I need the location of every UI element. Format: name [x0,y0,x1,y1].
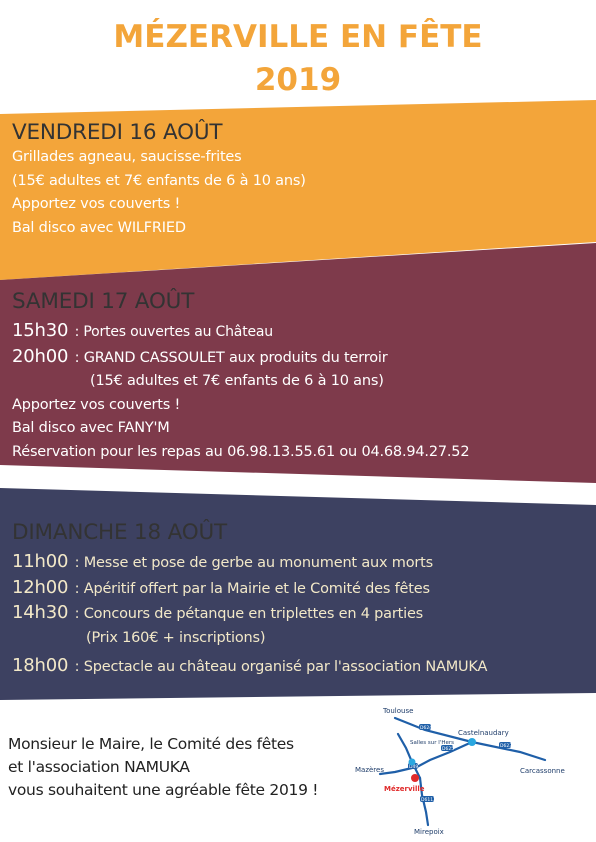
event-note: (15€ adultes et 7€ enfants de 6 à 10 ans) [90,373,384,389]
sunday-heading: DIMANCHE 18 AOÛT [12,520,227,545]
saturday-line: Apportez vos couverts ! [12,396,181,413]
closing-line: Monsieur le Maire, le Comité des fêtes [8,735,294,753]
event-time: 14h30 [12,602,69,623]
saturday-line: Réservation pour les repas au 06.98.13.55.61 ou 04.68.94.27.52 [12,443,470,460]
event-time: 20h00 [12,345,69,367]
friday-line: Apportez vos couverts ! [12,196,181,212]
event-description: : Messe et pose de gerbe au monument aux morts [74,555,433,571]
event-description: : Spectacle au château organisé par l'association NAMUKA [74,659,488,675]
svg-text:D623: D623 [500,744,513,749]
event-time: 15h30 [12,320,69,341]
event-time: 18h00 [12,655,69,676]
svg-text:D625: D625 [442,747,455,752]
event-description: : GRAND CASSOULET aux produits du terroir [74,349,388,366]
saturday-heading: SAMEDI 17 AOÛT [12,289,195,314]
schedule-row [12,601,588,627]
schedule-row [12,319,588,345]
saturday-line: Bal disco avec FANY'M [12,420,170,436]
svg-text:Toulouse: Toulouse [383,707,414,715]
svg-text:Castelnaudary: Castelnaudary [458,729,509,737]
event-time: 12h00 [12,576,69,598]
location-map [340,700,590,840]
event-description: : Portes ouvertes au Château [74,324,273,340]
svg-text:Mirepoix: Mirepoix [414,828,444,836]
event-note: (Prix 160€ + inscriptions) [86,629,266,646]
sunday-band [0,488,596,703]
svg-text:D6113: D6113 [421,798,436,803]
closing-message [8,733,318,802]
schedule-row [12,654,588,680]
friday-line: Bal disco avec WILFRIED [12,219,186,236]
event-description: : Concours de pétanque en triplettes en 4 parties [74,606,424,622]
event-time: 11h00 [12,551,69,572]
friday-heading: VENDREDI 16 AOÛT [12,120,223,145]
schedule-row [12,345,588,371]
svg-text:Mazères: Mazères [355,766,384,774]
svg-text:Mézerville: Mézerville [384,785,425,793]
page-year: 2019 [254,62,342,98]
svg-text:D624: D624 [420,726,433,731]
castelnaudary-dot [468,738,476,746]
closing-line: et l'association NAMUKA [8,758,190,776]
closing-line: vous souhaitent une agréable fête 2019 ! [8,781,319,799]
svg-text:Carcassonne: Carcassonne [520,767,565,775]
event-description: : Apéritif offert par la Mairie et le Comité des fêtes [74,580,430,597]
friday-line: (15€ adultes et 7€ enfants de 6 à 10 ans) [12,172,306,189]
saturday-band [0,243,596,503]
friday-line: Grillades agneau, saucisse-frites [12,149,242,165]
svg-text:D49: D49 [409,765,419,770]
page-title: MÉZERVILLE EN FÊTE [113,19,483,55]
mezerville-marker [411,774,419,782]
road-mazeres [380,768,412,774]
svg-text:Salles sur l'Hers: Salles sur l'Hers [410,740,454,746]
town-labels [355,707,565,836]
schedule-row [12,550,588,576]
salles-dot [409,759,416,766]
schedule-row [12,576,588,602]
